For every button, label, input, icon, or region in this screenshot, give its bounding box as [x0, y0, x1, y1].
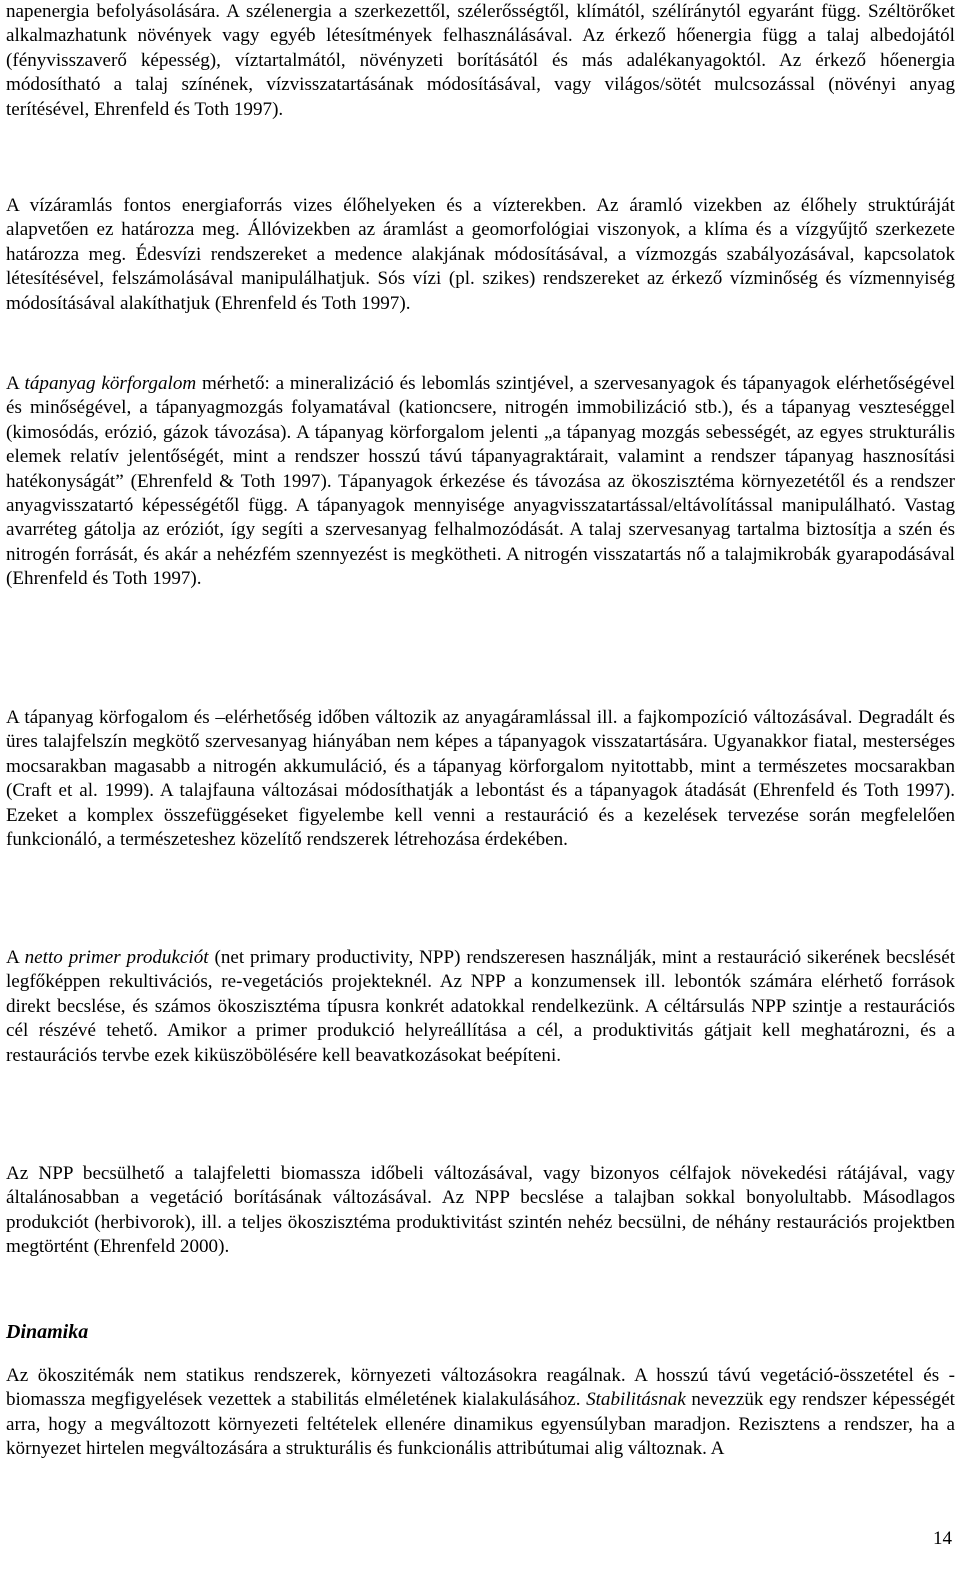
paragraph-nutrient-cycle — [6, 372, 955, 592]
term-stability: Stabilitásnak — [586, 1389, 686, 1411]
paragraph-energy: napenergia befolyásolására. A szélenergia a szerkezettől, szélerősségtől, klímától, szélíránytól egyaránt függ. Széltörőket alkalmazhatunk növények vagy egyéb létesítmények felhasználásával. Az érkező hőenergia függ a talaj albedojától (fényvisszaverő képesség), víztartalmától, növényzeti borításától és más adalékanyagoktól. Az érkező hőenergia módosítható a talaj színének, vízvisszatartásának módosításával, vagy világos/sötét mulcsozással (növényi anyag terítésével, Ehrenfeld és Toth 1997). — [6, 1, 955, 120]
paragraph-water-flow: A vízáramlás fontos energiaforrás vizes élőhelyeken és a vízterekben. Az áramló vizekben az élőhely struktúráját alapvetően ez határozza meg. Állóvizekben az áramlást a geomorfológiai viszonyok, a klíma és a vízgyűjtő szerkezete határozza meg. Édesvízi rendszereket a medence alakjának módosításával, a vízmozgás szabályozásával, kapcsolatok létesítésével, felszámolásával manipulálhatjuk. Sós vízi (pl. szikes) rendszereket az érkező vízminőség és vízmennyiség módosításával alakíthatjuk (Ehrenfeld és Toth 1997). — [6, 195, 955, 314]
page-number: 14 — [933, 1528, 952, 1549]
p7-text-a: Az ökoszitémák nem statikus rendszerek, környezeti változásokra reagálnak. A hosszú távú vegetáció-összetétel és -biomassza megfigyelések vezettek a stabilitás elméletének kialakulásához. — [6, 1365, 955, 1411]
paragraph-dynamics — [6, 1364, 955, 1462]
p3-text-a: A — [6, 373, 25, 394]
term-nutrient-cycle: tápanyag körforgalom — [24, 373, 197, 394]
paragraph-npp-estimation: Az NPP becsülhető a talajfeletti biomassza időbeli változásával, vagy bizonyos célfajok növekedési rátájával, vagy általánosabban a vegetáció borításának változásával. Az NPP becslése a talajban sokkal bonyolultabb. Másodlagos produkciót (herbivorok), ill. a teljes ökoszisztéma produktivitást szintén nehéz becsülni, de néhány restaurációs projektben megtörtént (Ehrenfeld 2000). — [6, 1163, 955, 1258]
section-heading-dynamics: Dinamika — [6, 1321, 89, 1343]
p5-text-a: A — [6, 947, 25, 968]
paragraph-nutrient-availability: A tápanyag körfogalom és –elérhetőség időben változik az anyagáramlással ill. a fajkompozíció változásával. Degradált és üres talajfelszín megkötő szervesanyag hiányában nem képes a tápanyagok visszatartására. Ugyanakkor fiatal, mesterséges mocsarakban magasabb a nitrogén akkumuláció, és a tápanyag körforgalom nyitottabb, mint a természetes mocsarakban (Craft et al. 1999). A talajfauna változásai módosíthatják a lebontást és a tápanyagok átadását (Ehrenfeld és Toth 1997). Ezeket a komplex összefüggéseket figyelembe kell venni a restauráció és a kezelések tervezése során megfelelően funkcionáló, a természeteshez közelítő rendszerek létrehozása érdekében. — [6, 707, 955, 851]
p7-text-b: nevezzük egy rendszer képességét arra, hogy a megváltozott környezeti feltételek ellenére dinamikus egyensúlyban maradjon. Rezisztens a rendszer, ha a környezet hirtelen megváltozására a strukturális és funkcionális attribútumai alig változnak. A — [6, 1389, 955, 1460]
p3-text-b: mérhető: a mineralizáció és lebomlás szintjével, a szervesanyagok és tápanyagok elérhetőségével és minőségével, a tápanyagmozgás folyamatával (kationcsere, nitrogén immobilizáció stb.), és a tápanyag veszteséggel (kimosódás, erózió, gázok távozása). A tápanyag körforgalom jelenti „a tápanyag mozgás sebességét, az egyes strukturális elemek relatív jelentőségét, mint a rendszer hosszú távú tápanyagraktárait, valamint a rendszer tápanyag hasznosítási hatékonyságát” (Ehrenfeld & Toth 1997). Tápanyagok érkezése és távozása az ökoszisztéma környezetétől és a rendszer anyagvisszatartó képességétől függ. A tápanyagok mennyisége anyagvisszatartással/eltávolítással manipulálható. Vastag avarréteg gátolja az eróziót, így segíti a szervesanyag felhalmozódását. A talaj szervesanyag tartalma biztosítja a szén és nitrogén forrását, és akár a nehézfém szennyezést is megkötheti. A nitrogén visszatartás nő a talajmikrobák gyarapodásával (Ehrenfeld és Toth 1997). — [6, 373, 955, 590]
paragraph-npp — [6, 946, 955, 1068]
term-npp: netto primer produkciót — [24, 947, 209, 968]
p5-text-b: (net primary productivity, NPP) rendszeresen használják, mint a restauráció sikerének becslését legfőképpen rekultivációs, re-vegetációs projekteknél. Az NPP a konzumensek ill. lebontók számára elérhető források direkt becslése, és számos ökoszisztéma típusra konkrét adatokkal rendelkezünk. A céltársulás NPP szintje a restaurációs cél részévé tehető. Amikor a primer produkció helyreállítása a cél, a produktivitás gátjait kell meghatározni, és a restaurációs tervbe ezek kiküszöbölésére kell beavatkozásokat beépíteni. — [6, 947, 955, 1066]
